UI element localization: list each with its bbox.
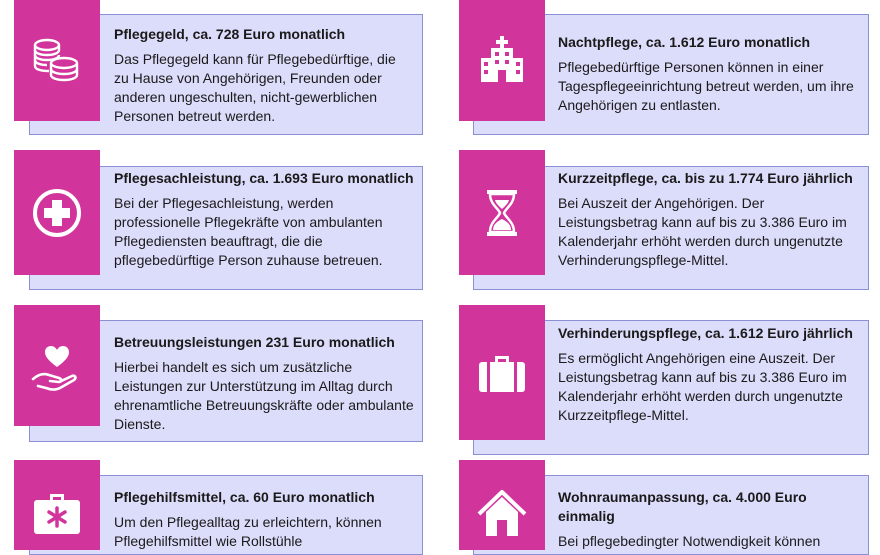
card-icon-tile	[459, 305, 545, 440]
card-text: Um den Pflegealltag zu erleichtern, können Pflegehilfsmittel wie Rollstühle	[114, 514, 382, 549]
card-title: Nachtpflege, ca. 1.612 Euro monatlich	[558, 34, 811, 50]
card-icon-tile	[459, 460, 545, 550]
card-title: Betreuungsleistungen 231 Euro monatlich	[114, 334, 395, 350]
card-title: Pflegehilfsmittel, ca. 60 Euro monatlich	[114, 489, 375, 505]
card-text: Es ermöglicht Angehörigen eine Auszeit. Der Leistungsbetrag kann auf bis zu 3.386 Euro im Kalenderjahr erhöht werden durch ungenutzte Kurzzeitpflege-Mittel.	[558, 350, 847, 423]
card-text: Bei Auszeit der Angehörigen. Der Leistungsbetrag kann auf bis zu 3.386 Euro im Kalenderjahr erhöht werden durch ungenutzte Verhinderungspflege-Mittel.	[558, 195, 847, 268]
hourglass-icon	[475, 186, 529, 240]
card-icon-tile	[14, 305, 100, 426]
card-text: Hierbei handelt es sich um zusätzliche Leistungen zur Unterstützung im Alltag durch ehrenamtliche Betreuungskräfte oder ambulante Dienste.	[114, 359, 414, 432]
card-icon-tile	[459, 150, 545, 275]
house-icon	[475, 486, 529, 540]
card-title: Verhinderungspflege, ca. 1.612 Euro jährlich	[558, 325, 853, 341]
card-text: Das Pflegegeld kann für Pflegebedürftige, die zu Hause von Angehörigen, Freunden oder anderen ungeschulten, nicht-gewerblichen Personen betreut werden.	[114, 51, 396, 124]
heart-hand-icon	[30, 339, 84, 393]
card-text: Bei pflegebedingter Notwendigkeit können	[558, 533, 821, 549]
card-text: Bei der Pflegesachleistung, werden professionelle Pflegekräfte von ambulanten Pflegediensten beauftragt, die die pflegebedürftige Person zuhause betreuen.	[114, 195, 383, 268]
medical-kit-icon	[30, 486, 84, 540]
card-title: Pflegesachleistung, ca. 1.693 Euro monatlich	[114, 170, 414, 186]
card-icon-tile	[14, 460, 100, 550]
medical-cross-icon	[30, 186, 84, 240]
card-icon-tile	[14, 0, 100, 121]
coins-icon	[30, 34, 84, 88]
card-title: Kurzzeitpflege, ca. bis zu 1.774 Euro jährlich	[558, 170, 853, 186]
suitcase-icon	[475, 346, 529, 400]
card-title: Pflegegeld, ca. 728 Euro monatlich	[114, 26, 346, 42]
card-icon-tile	[14, 150, 100, 275]
hospital-icon	[475, 34, 529, 88]
card-text: Pflegebedürftige Personen können in einer Tagespflegeeinrichtung betreut werden, um ihre Angehörigen zu entlasten.	[558, 59, 854, 113]
card-title: Wohnraumanpassung, ca. 4.000 Euro einmalig	[558, 489, 807, 524]
card-icon-tile	[459, 0, 545, 121]
